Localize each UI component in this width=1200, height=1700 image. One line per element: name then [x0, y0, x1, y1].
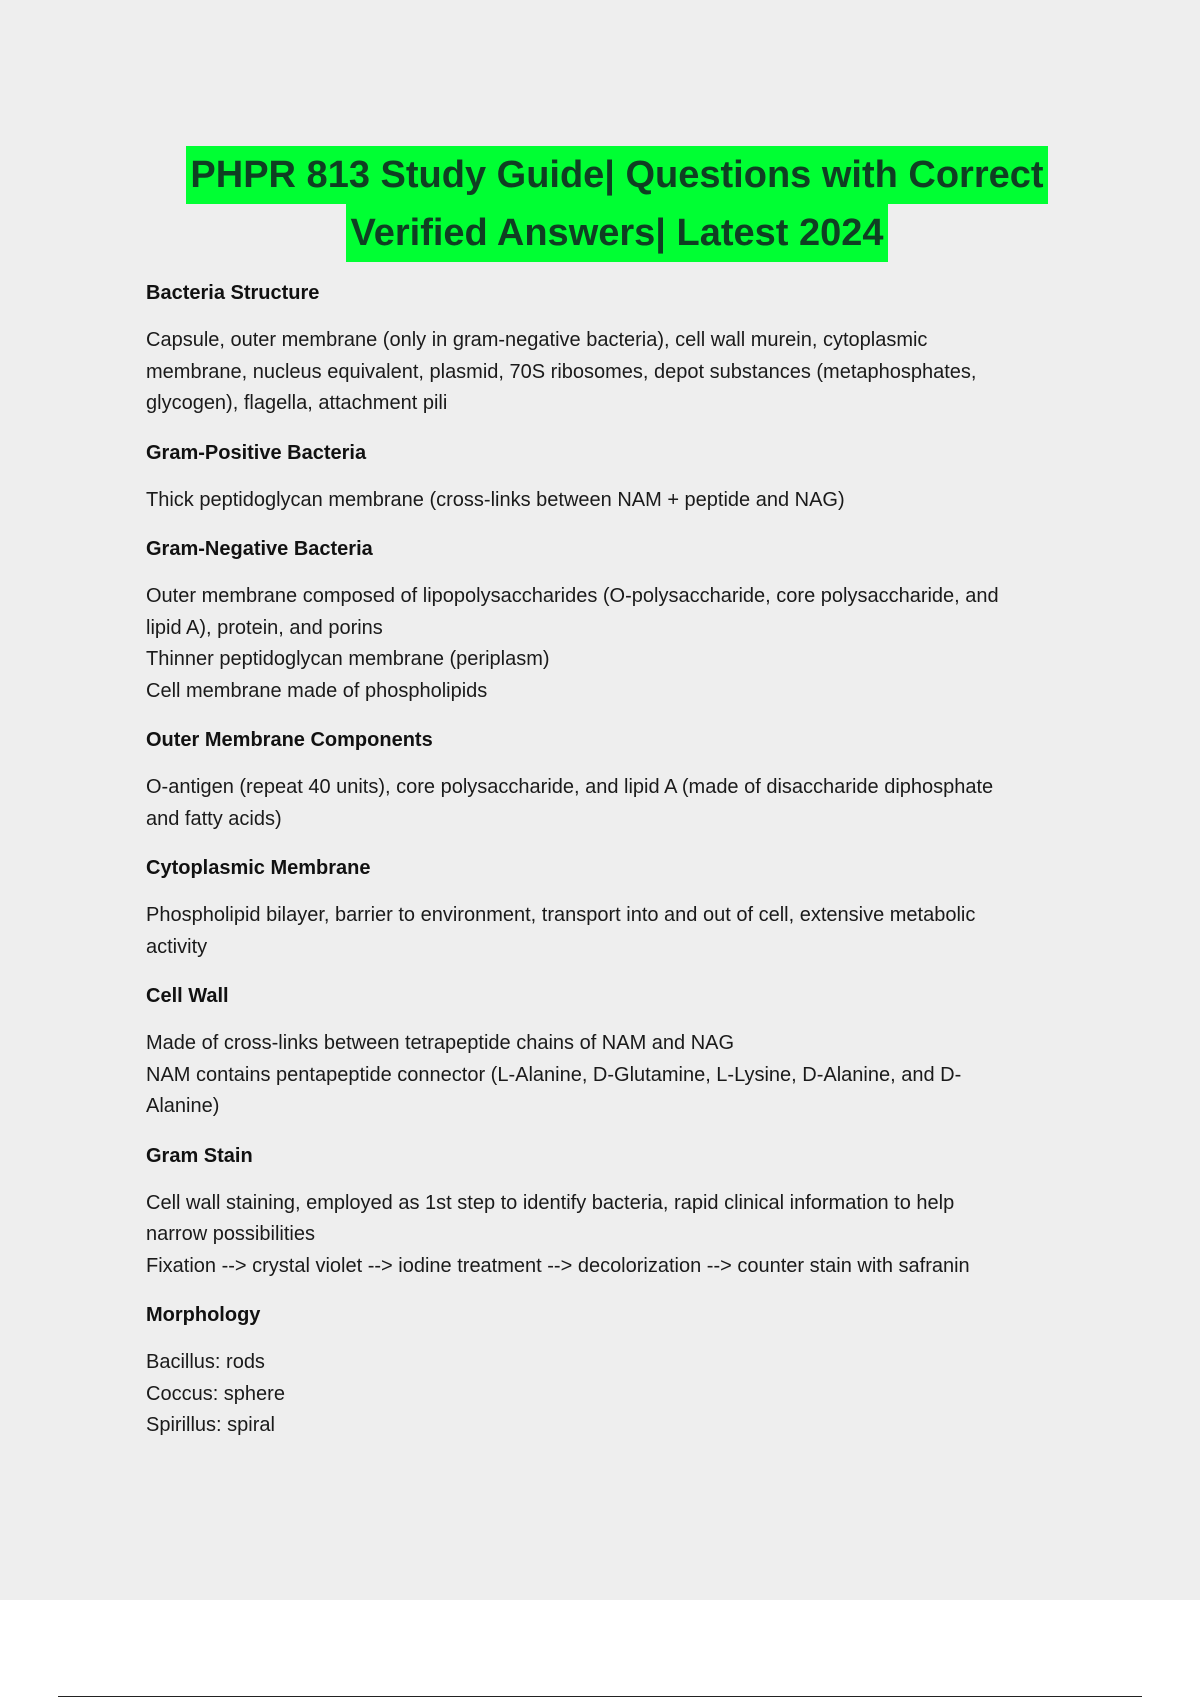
answer-line: Made of cross-links between tetrapeptide chains of NAM and NAG: [146, 1032, 735, 1054]
answer-block: [146, 581, 1096, 707]
answer-line: Outer membrane composed of lipopolysaccharides (O-polysaccharide, core polysaccharide, and: [146, 585, 999, 607]
answer-line: and fatty acids): [146, 807, 282, 830]
qa-item-outer-membrane: [146, 724, 1096, 835]
answer-line: Thinner peptidoglycan membrane (periplasm): [146, 648, 550, 670]
answer-line: activity: [146, 935, 208, 958]
qa-item-cell-wall: [146, 980, 1096, 1123]
answer-line: Coccus: sphere: [146, 1382, 285, 1405]
answer-line: lipid A), protein, and porins: [146, 616, 383, 639]
answer-block: [146, 900, 1096, 963]
answer-line: Alanine): [146, 1095, 220, 1117]
question-heading: Outer Membrane Components: [146, 729, 433, 751]
study-guide-content: [146, 277, 1096, 1459]
answer-line: Spirillus: spiral: [146, 1414, 275, 1436]
title-row-1: [0, 146, 1200, 204]
answer-line: O-antigen (repeat 40 units), core polysaccharide, and lipid A (made of disaccharide diphosphate: [146, 776, 994, 798]
answer-line: glycogen), flagella, attachment pili: [146, 392, 448, 414]
answer-line: Cell membrane made of phospholipids: [146, 679, 488, 702]
answer-block: [146, 485, 1096, 517]
answer-line: Capsule, outer membrane (only in gram-negative bacteria), cell wall murein, cytoplasmic: [146, 329, 928, 351]
answer-line: Cell wall staining, employed as 1st step to identify bacteria, rapid clinical information to help: [146, 1191, 955, 1214]
qa-item-gram-positive: [146, 437, 1096, 517]
footer-divider: [58, 1696, 1142, 1697]
page-title: [0, 146, 1200, 262]
qa-item-bacteria-structure: [146, 277, 1096, 420]
qa-item-cytoplasmic-membrane: [146, 852, 1096, 963]
title-row-2: [0, 204, 1200, 262]
question-heading: Gram-Negative Bacteria: [146, 538, 373, 560]
answer-block: [146, 1028, 1096, 1123]
answer-line: NAM contains pentapeptide connector (L-Alanine, D-Glutamine, L-Lysine, D-Alanine, and D-: [146, 1063, 962, 1086]
qa-item-morphology: [146, 1299, 1096, 1442]
answer-line: Thick peptidoglycan membrane (cross-links between NAM + peptide and NAG): [146, 488, 845, 511]
title-line: PHPR 813 Study Guide| Questions with Correct: [186, 146, 1047, 204]
answer-line: membrane, nucleus equivalent, plasmid, 70S ribosomes, depot substances (metaphosphates,: [146, 360, 977, 383]
answer-block: [146, 1188, 1096, 1283]
answer-block: [146, 325, 1096, 420]
question-heading: Bacteria Structure: [146, 282, 320, 304]
question-heading: Cytoplasmic Membrane: [146, 857, 371, 879]
question-heading: Gram Stain: [146, 1144, 253, 1167]
answer-line: narrow possibilities: [146, 1223, 315, 1245]
qa-item-gram-stain: [146, 1140, 1096, 1283]
question-heading: Gram-Positive Bacteria: [146, 441, 367, 464]
answer-line: Bacillus: rods: [146, 1351, 265, 1373]
answer-line: Fixation --> crystal violet --> iodine treatment --> decolorization --> counter stain with safranin: [146, 1254, 970, 1277]
qa-item-gram-negative: [146, 533, 1096, 707]
answer-line: Phospholipid bilayer, barrier to environment, transport into and out of cell, extensive metabolic: [146, 904, 976, 926]
question-heading: Morphology: [146, 1304, 261, 1326]
question-heading: Cell Wall: [146, 985, 229, 1007]
answer-block: [146, 772, 1096, 835]
title-line: Verified Answers| Latest 2024: [346, 204, 887, 262]
answer-block: [146, 1347, 1096, 1442]
